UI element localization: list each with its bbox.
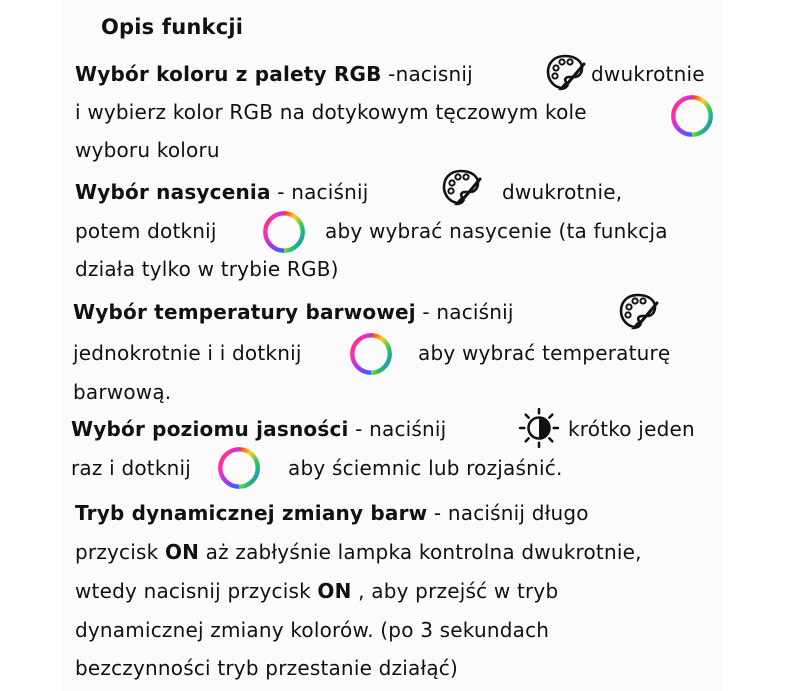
section-dynamic-line-3: wtedy nacisnij przycisk ON , aby przejść w tryb xyxy=(75,579,559,603)
section-dynamic-line-2: przycisk ON aż zabłyśnie lampka kontrolna dwukrotnie, xyxy=(75,540,642,564)
section-dynamic-heading: Tryb dynamicznej zmiany barw xyxy=(75,501,428,525)
palette-icon xyxy=(544,53,586,93)
section-dynamic-line-4: dynamicznej zmiany kolorów. (po 3 sekundach xyxy=(75,618,550,642)
section-rgb-line-2: i wybierz kolor RGB na dotykowym tęczowym kole xyxy=(75,100,587,124)
section-saturation-text: dwukrotnie, xyxy=(502,180,623,204)
section-brightness-text: krótko jeden xyxy=(568,417,695,441)
palette-icon xyxy=(617,292,659,332)
section-temperature-line-3: barwową. xyxy=(73,380,172,404)
section-dynamic-line-5: bezczynności tryb przestanie działąć) xyxy=(75,656,458,680)
section-temperature-line-2a: jednokrotnie i i dotknij xyxy=(73,341,302,365)
section-saturation-heading: Wybór nasycenia xyxy=(75,180,271,204)
section-temperature-heading: Wybór temperatury barwowej xyxy=(73,300,416,324)
palette-icon xyxy=(440,168,482,208)
section-temperature-line-1: Wybór temperatury barwowej - naciśnij xyxy=(73,300,514,324)
section-rgb-heading: Wybór koloru z palety RGB xyxy=(75,62,382,86)
section-saturation-line-1: Wybór nasycenia - naciśnij xyxy=(75,180,369,204)
section-dynamic-line-1: Tryb dynamicznej zmiany barw - naciśnij długo xyxy=(75,501,589,525)
section-brightness-line-2b: aby ściemnic lub rozjaśnić. xyxy=(288,456,563,480)
section-saturation-line-3: działa tylko w trybie RGB) xyxy=(75,257,339,281)
section-brightness-heading: Wybór poziomu jasności xyxy=(71,417,349,441)
section-rgb-text: dwukrotnie xyxy=(591,62,705,86)
brightness-icon xyxy=(518,407,560,449)
color-wheel-icon xyxy=(217,446,261,490)
color-wheel-icon xyxy=(670,94,714,138)
color-wheel-icon xyxy=(262,210,306,254)
section-saturation-line-2b: aby wybrać nasycenie (ta funkcja xyxy=(325,219,668,243)
section-rgb-line-1: Wybór koloru z palety RGB -nacisnij xyxy=(75,62,473,86)
section-brightness-line-2a: raz i dotknij xyxy=(71,456,191,480)
color-wheel-icon xyxy=(349,332,393,376)
section-brightness-line-1: Wybór poziomu jasności - naciśnij xyxy=(71,417,447,441)
page-title: Opis funkcji xyxy=(101,15,244,39)
section-temperature-line-2b: aby wybrać temperaturę xyxy=(418,341,671,365)
section-saturation-line-2a: potem dotknij xyxy=(75,219,217,243)
section-rgb-line-3: wyboru koloru xyxy=(75,138,220,162)
